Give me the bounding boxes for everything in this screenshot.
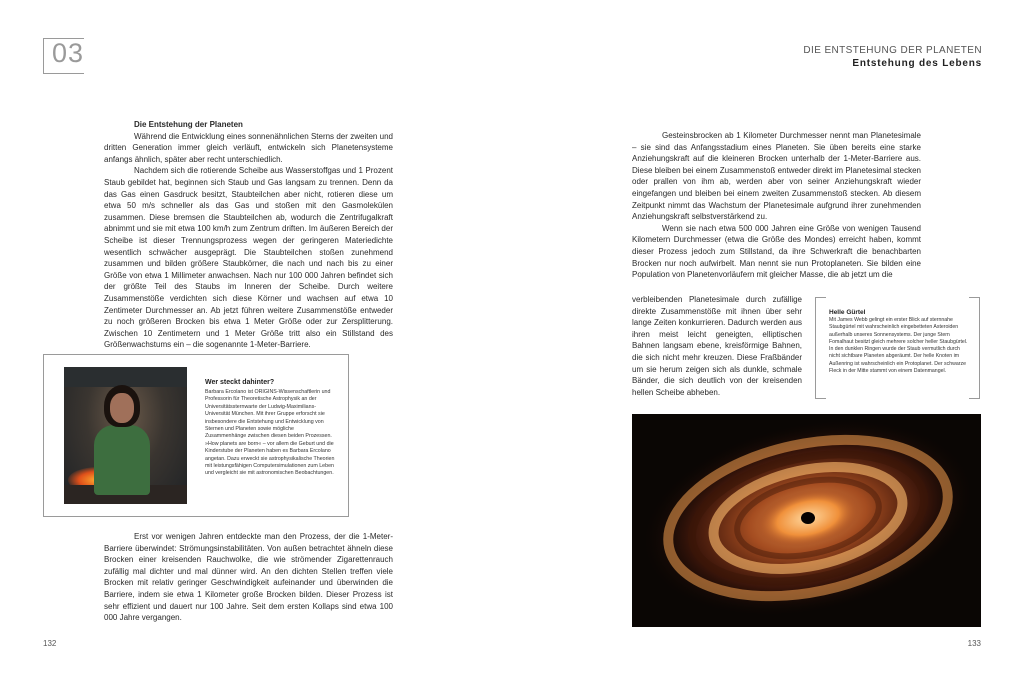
running-head-section: DIE ENTSTEHUNG DER PLANETEN bbox=[803, 45, 982, 56]
paragraph: Erst vor wenigen Jahren entdeckte man den Prozess, der die 1-Meter-Barriere überwindet: Strömungsinstabilitäten. Von außen betrachtet ähneln diese Brocken einer kreisenden Rauchwolke, die wie strömender Zigarettenrauch zufällig mal dichter und mal dünner wird. An den dichten Stellen treffen viele Brocken mit relativ geringer Geschwindigkeit aufeinander und überwinden die Barriere, indem sie etwa 1 Kilometer große Brocken bilden. Dieser Prozess ist sehr effizient und dauert nur 100 Jahre. Seit dem ersten Kollaps sind etwa 100 000 Jahre vergangen. bbox=[104, 532, 393, 623]
sidebar-text: Mit James Webb gelingt ein erster Blick auf sternnahe Staubgürtel mit wahrscheinlich eingebetteten Asteroiden außerhalb unseres Sonnensystems. Der junge Stern Fomalhaut besitzt gleich mehrere solcher heller Staubgürtel. In den dunklen Ringen wurde der Staub vermutlich durch nicht sichtbare Planeten abgeräumt. Der helle Knoten im Außenring ist wahrscheinlich ein Protoplanet. Der schwarze Fleck in der Mitte stammt von einem Datenmangel. bbox=[829, 317, 968, 375]
right-column-narrow-text bbox=[632, 294, 802, 398]
bio-box-frame-right bbox=[336, 354, 349, 517]
paragraph: verbleibenden Planetesimale durch zufällige direkte Zusammenstöße mit ihnen über sehr lange Zeiten konkurrieren. Dadurch werden aus ihren meist leicht geneigten, elliptischen Bahnen langsam ebene, kreisförmige Bahnen, die sich nicht mehr kreuzen. Diese Fraßbänder um sie herum zeigen sich als dunkle, schmale Bänder, die sich deutlich von der kreisenden hellen Scheibe abheben. bbox=[632, 295, 802, 397]
paragraph: Nachdem sich die rotierende Scheibe aus Wasserstoffgas und 1 Prozent Staub gebildet hat, beginnen sich Staub und Gas langsam zu trennen. Denn da das Gas einen Gasdruck besitzt, Staubteilchen aber nicht, rotieren diese um etwa 50 m/s schneller als das Gas und stoßen mit den Gasmolekülen zusammen. Diese bremsen die Staubteilchen ab, wodurch die Zentrifugalkraft abnimmt und sie mit etwa 100 km/h zum Zentrum driften. Im äußeren Bereich der Scheibe ist dieser Trennungsprozess wegen der geringeren Materiedichte wesentlich schwächer ausgeprägt. Die Staubteilchen stoßen zunehmend zusammen und bilden größere Staubkörner, die nach und nach bis zu einer Größe von etwa 1 Millimeter anwachsen. Nach nur 100 000 Jahren befindet sich der größte Teil des Staubs im Inneren der Scheibe. Durch weitere Zusammenstöße verdichten sich diese Körner und wachsen auf etwa 10 Zentimeter Durchmesser an. Ab jetzt führen weitere Zusammenstöße entweder zu noch größeren Brocken bis etwa 1 Meter Größe oder zur Zersplitterung. Zwischen 10 Zentimetern und 1 Meter Größe tritt also ein Stillstand des Größenwachstums ein – die sogenannte 1-Meter-Barriere. bbox=[104, 166, 393, 350]
sidebar-box bbox=[815, 297, 980, 397]
paragraph: Während die Entwicklung eines sonnenähnlichen Sterns der zweiten und dritten Generation immer gleich verläuft, entwickeln sich Planetensysteme anfangs ähnlich, später aber recht unterschiedlich. bbox=[104, 131, 393, 164]
sidebar-title: Helle Gürtel bbox=[829, 309, 866, 316]
right-column-text bbox=[632, 130, 921, 281]
running-head bbox=[803, 45, 982, 69]
portrait-photo bbox=[64, 367, 187, 504]
page-number-right: 133 bbox=[967, 639, 981, 648]
left-column-text bbox=[104, 119, 393, 351]
dust-disk-image bbox=[632, 414, 981, 627]
dust-disk-illustration bbox=[632, 414, 981, 627]
chapter-number: 03 bbox=[52, 38, 85, 68]
sidebar-frame-left bbox=[815, 297, 826, 399]
bio-title: Wer steckt dahinter? bbox=[205, 379, 275, 386]
bio-text: Barbara Ercolano ist ORIGINS-Wissenschaftlerin und Professorin für Theoretische Astrophysik an der Universitätssternwarte der Ludwig-Maximilians-Universität München. Mit ihrer Gruppe erforscht sie insbesondere die Entstehung und Entwicklung von Sternen und Planeten sowie mögliche Zusammenhänge zwischen diesen beiden Prozessen. »How planets are born« – vor allem die Geburt und die Kinderstube der Planeten haben es Barbara Ercolano angetan. Dazu erweckt sie astrophysikalische Theorien mit leistungsfähigen Computersimulationen zum Leben und vergleicht sie mit astronomischen Beobachtungen. bbox=[205, 389, 335, 477]
section-heading: Die Entstehung der Planeten bbox=[134, 120, 243, 129]
left-column-text-bottom bbox=[104, 531, 393, 624]
page-number-left: 132 bbox=[43, 639, 57, 648]
paragraph: Wenn sie nach etwa 500 000 Jahren eine Größe von wenigen Tausend Kilometern Durchmesser (etwa die Größe des Mondes) erreicht haben, kommt dieser Prozess jedoch zum Stillstand, da ihre Schwerkraft die benachbarten Brocken nur noch aufwirbelt. Man nennt sie nun Protoplaneten. Sie bilden eine Population von Planetenvorläufern mit gleicher Masse, die ab jetzt um die bbox=[632, 223, 921, 280]
running-head-subsection: Entstehung des Lebens bbox=[852, 58, 982, 69]
sidebar-frame-right bbox=[969, 297, 980, 399]
paragraph: Gesteinsbrocken ab 1 Kilometer Durchmesser nennt man Planetesimale – sie sind das Anfangsstadium eines Planeten. Sie üben bereits eine starke Anziehungskraft auf die kleineren Brocken unterhalb der 1-Meter-Barriere aus. Diese bleiben bei einem Zusammenstoß entweder direkt im Planetesimal stecken oder prallen von ihm ab, werden aber von seiner Anziehungskraft wieder eingefangen und bleiben bei einem zweiten Zusammenstoß stecken. Ab diesem Zeitpunkt nimmt das Wachstum der Planetesimale aufgrund ihrer zunehmenden Anziehungskraft selbstverstärkend zu. bbox=[632, 131, 921, 222]
